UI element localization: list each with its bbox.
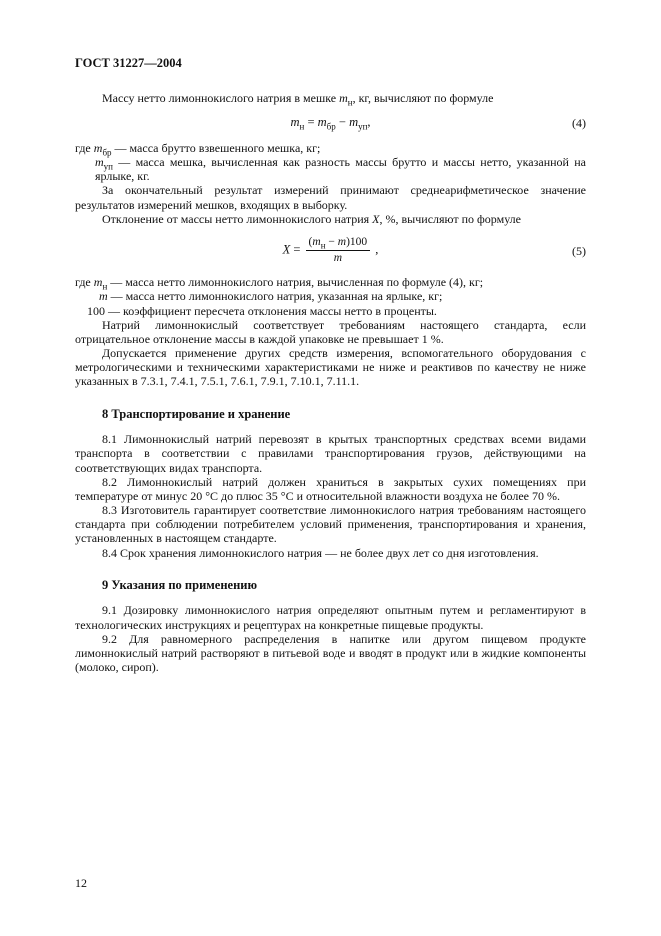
section-9-paragraph: 9.1 Дозировку лимоннокислого натрия определяют опытным путем и регламентируют в технологических инструкциях и рецептурах на конкретные пищевые продукты.	[75, 603, 586, 632]
formula-5-numerator: $(m_н - m)100$	[306, 236, 371, 251]
page-number: 12	[75, 875, 87, 890]
formula-4-where-item: где $m_{бр}$ — масса брутто взвешенного мешка, кг;	[75, 140, 321, 158]
formula-5-denominator: m	[333, 252, 342, 265]
paragraph-final-result: За окончательный результат измерений принимают среднеарифметическое значение результатов измерений мешков, входящих в выборку.	[75, 183, 586, 212]
formula-4	[75, 115, 586, 131]
paragraph-allowed-instruments: Допускается применение других средств измерения, вспомогательного оборудования с метрологическими и техническими характеристиками не ниже и реактивов по качеству не ниже указанных в 7.3.1, 7.4.1, 7.5.1, 7.6.1, 7.9.1, 7.10.1, 7.11.1.	[75, 346, 586, 389]
doc-number-header: ГОСТ 31227—2004	[75, 56, 182, 70]
formula-5-where-item: 100 — коэффициент пересчета отклонения массы нетто в проценты.	[87, 303, 437, 318]
formula-5-where-item: m — масса нетто лимоннокислого натрия, указанная на ярлыке, кг;	[99, 289, 443, 304]
formula-5-lhs: X =	[282, 242, 304, 257]
formula-5	[75, 236, 586, 265]
section-9-paragraph: 9.2 Для равномерного распределения в напитке или другом пищевом продукте лимоннокислый натрий растворяют в питьевой воде и вводят в продукт или в жидкие компоненты (молоко, сироп).	[75, 631, 586, 675]
section-8-paragraph: 8.3 Изготовитель гарантирует соответствие лимоннокислого натрия требованиям настоящего стандарта при соблюдении потребителем условий применения, транспортирования и хранения, установленных в настоящем стандарте.	[75, 503, 586, 546]
section-8-title: 8 Транспортирование и хранение	[102, 406, 291, 421]
formula-4-expression: $m_н = m_{бр} - m_{уп}$,	[290, 114, 371, 132]
section-8-paragraph: 8.4 Срок хранения лимоннокислого натрия — не более двух лет со дня изготовления.	[102, 545, 539, 560]
formula-5-where-item: где $m_н$ — масса нетто лимоннокислого натрия, вычисленная по формуле (4), кг;	[75, 275, 484, 292]
formula-5-fraction	[306, 236, 371, 265]
paragraph-requirement: Натрий лимоннокислый соответствует требованиям настоящего стандарта, если отрицательное отклонение массы в каждой упаковке не превышает 1 %.	[75, 317, 586, 346]
formula-5-number: (5)	[572, 243, 586, 258]
formula-5-tail: ,	[372, 242, 379, 257]
paragraph-net-mass-intro: Массу нетто лимоннокислого натрия в мешке $m_н$, кг, вычисляют по формуле	[102, 90, 494, 108]
formula-4-where-item: $m_{уп}$ — масса мешка, вычисленная как разность массы брутто и массы нетто, указанной на ярлыке, кг.	[95, 155, 586, 184]
paragraph-deviation-intro: Отклонение от массы нетто лимоннокислого натрия X, %, вычисляют по формуле	[102, 211, 521, 226]
section-9-title: 9 Указания по применению	[102, 577, 258, 592]
formula-4-number: (4)	[572, 115, 586, 130]
section-8-paragraph: 8.1 Лимоннокислый натрий перевозят в крытых транспортных средствах всеми видами транспорта в соответствии с правилами транспортирования грузов, действующими на соответствующих видах транспорта.	[75, 432, 586, 475]
section-8-paragraph: 8.2 Лимоннокислый натрий должен храниться в закрытых сухих помещениях при температуре от минус 20 °С до плюс 35 °С и относительной влажности воздуха не более 70 %.	[75, 474, 586, 503]
formula-5-expression	[283, 236, 379, 265]
